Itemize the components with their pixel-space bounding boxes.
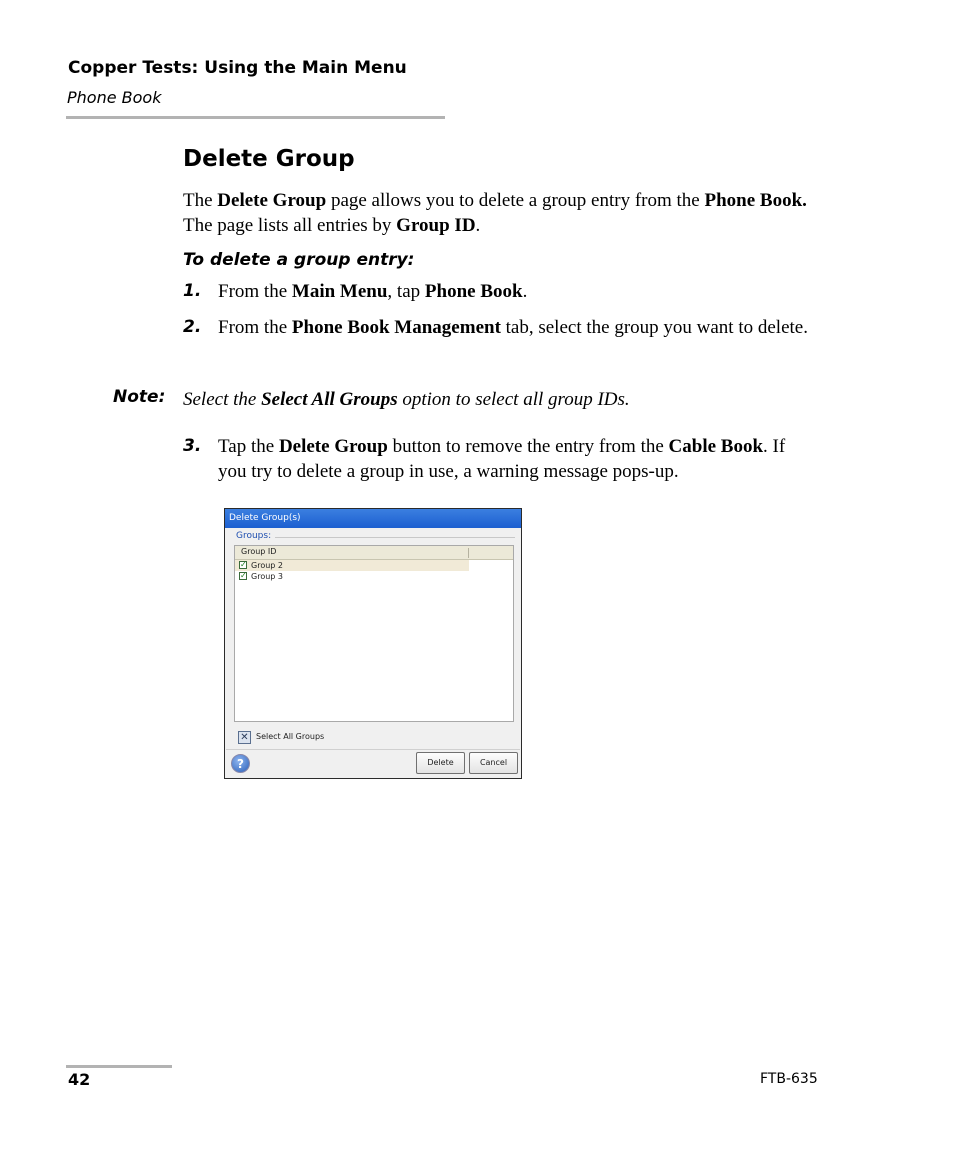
- intro-bold: Delete Group: [217, 190, 327, 211]
- delete-button[interactable]: Delete: [416, 752, 465, 774]
- step-bold: Phone Book: [424, 281, 523, 302]
- step-number: 2.: [183, 317, 202, 337]
- header-divider: [66, 116, 445, 119]
- intro-paragraph: [183, 188, 823, 238]
- cancel-button[interactable]: Cancel: [469, 752, 518, 774]
- list-item-label: Group 3: [251, 572, 283, 581]
- note-span: option to select all group IDs.: [397, 389, 630, 410]
- step-span: From the: [218, 317, 292, 338]
- chapter-title: Copper Tests: Using the Main Menu: [68, 58, 407, 78]
- intro-text: The page lists all entries by: [183, 215, 397, 236]
- step-number: 3.: [183, 436, 202, 456]
- checkbox-checked-icon[interactable]: ✓: [240, 571, 247, 580]
- note-span: Select the: [183, 389, 262, 410]
- page-number: 42: [68, 1070, 91, 1089]
- step-span: tab, select the group you want to delete.: [500, 317, 808, 338]
- help-icon[interactable]: ?: [231, 754, 250, 773]
- step-bold: Phone Book Management: [291, 317, 501, 338]
- checkbox-checked-icon[interactable]: ✓: [240, 560, 247, 569]
- step-text: [218, 315, 828, 340]
- product-name: FTB-635: [760, 1071, 818, 1087]
- step-bold: Cable Book: [668, 436, 764, 457]
- note-bold: Select All Groups: [261, 389, 398, 410]
- list-item[interactable]: [235, 560, 469, 571]
- column-separator: [468, 548, 469, 558]
- step-bold: Delete Group: [278, 436, 388, 457]
- select-all-label[interactable]: Select All Groups: [256, 732, 325, 741]
- step-number: 1.: [183, 281, 202, 301]
- section-subtitle: Phone Book: [67, 88, 162, 107]
- groupbox-line: [275, 537, 515, 538]
- groups-list[interactable]: [234, 545, 514, 722]
- dialog-title-bar[interactable]: Delete Group(s): [225, 509, 521, 528]
- procedure-heading: To delete a group entry:: [183, 250, 415, 270]
- intro-bold: Phone Book.: [704, 190, 807, 211]
- note-label: Note:: [113, 387, 166, 407]
- footer-divider: [66, 1065, 172, 1068]
- intro-text: .: [475, 215, 481, 236]
- step-text: [218, 279, 828, 304]
- delete-groups-dialog: [224, 508, 522, 779]
- list-item[interactable]: [235, 571, 469, 582]
- note-text: [183, 387, 630, 412]
- intro-text: The: [183, 190, 218, 211]
- step-span: . If you try to delete a group in use, a warning message pops-up.: [218, 436, 786, 482]
- step-span: From the: [218, 281, 292, 302]
- dialog-divider: [226, 749, 520, 750]
- list-item-label: Group 2: [251, 561, 283, 570]
- column-header-label: Group ID: [241, 547, 277, 556]
- select-all-checkbox-icon[interactable]: ✕: [238, 731, 251, 744]
- groups-label: Groups:: [236, 531, 272, 541]
- step-text: [218, 434, 818, 484]
- section-heading: Delete Group: [183, 146, 355, 172]
- intro-text: page allows you to delete a group entry from the: [326, 190, 705, 211]
- step-span: button to remove the entry from the: [387, 436, 669, 457]
- step-bold: Main Menu: [291, 281, 388, 302]
- step-span: , tap: [387, 281, 425, 302]
- step-span: Tap the: [218, 436, 279, 457]
- intro-bold: Group ID: [396, 215, 476, 236]
- group-id-column-header[interactable]: [235, 546, 513, 560]
- step-span: .: [522, 281, 528, 302]
